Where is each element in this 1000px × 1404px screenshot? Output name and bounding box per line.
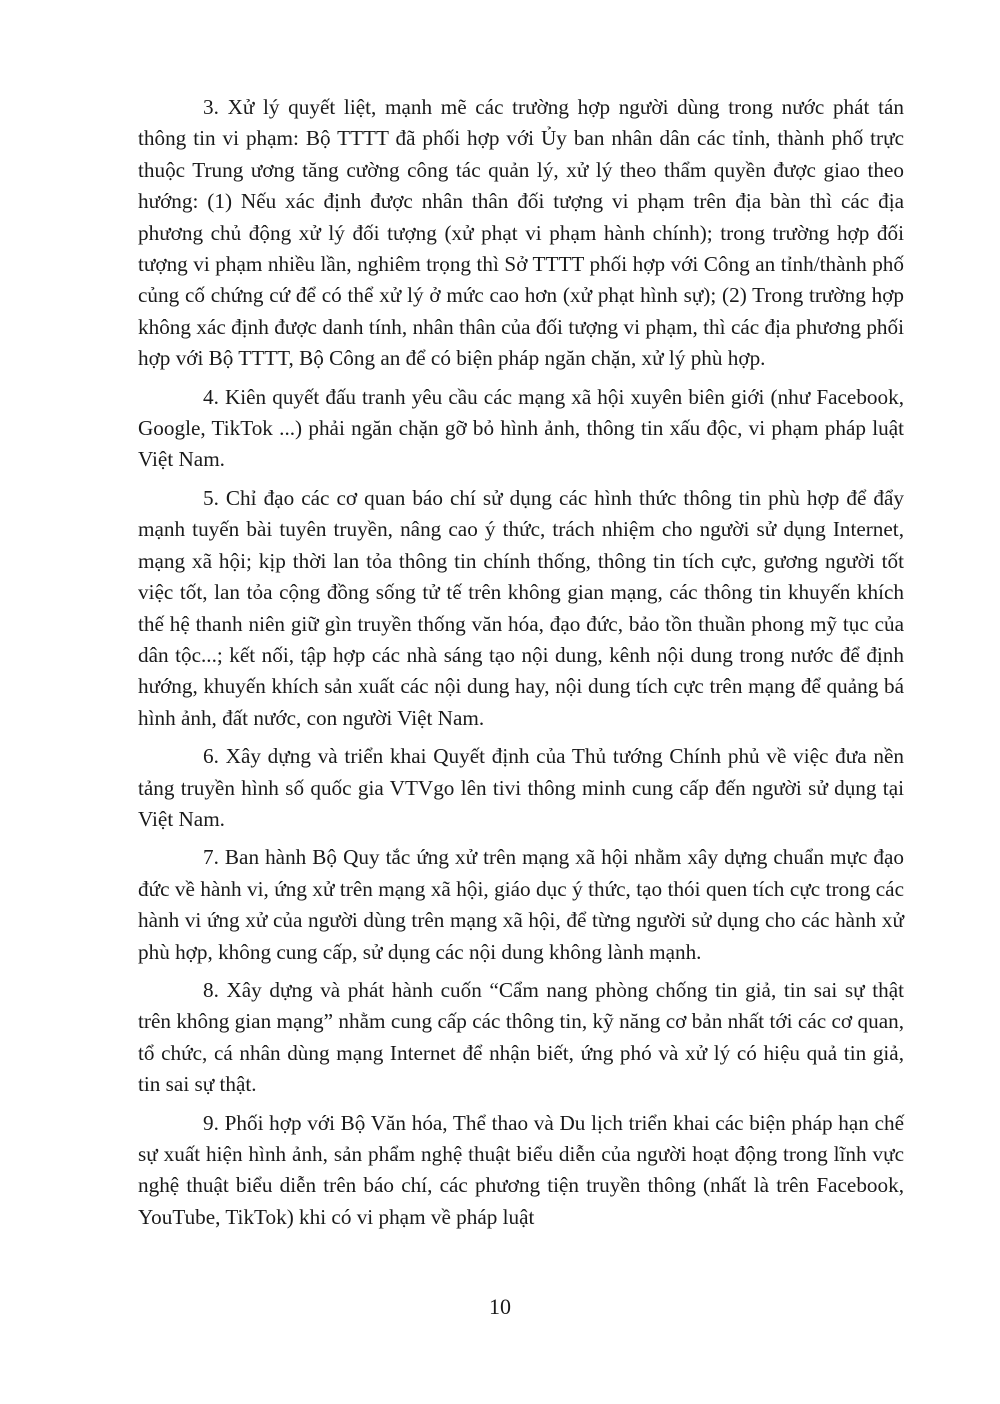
paragraph-item-6: 6. Xây dựng và triển khai Quyết định của Thủ tướng Chính phủ về việc đưa nền tảng truyền hình số quốc gia VTVgo lên tivi thông minh cung cấp đến người sử dụng tại Việt Nam.: [138, 744, 904, 831]
paragraph-item-3: 3. Xử lý quyết liệt, mạnh mẽ các trường hợp người dùng trong nước phát tán thông tin vi phạm: Bộ TTTT đã phối hợp với Ủy ban nhân dân các tỉnh, thành phố trực thuộc Trung ương tăng cường công tác quản lý, xử lý theo thẩm quyền được giao theo hướng: (1) Nếu xác định được nhân thân đối tượng vi phạm trên địa bàn thì các địa phương chủ động xử lý đối tượng (xử phạt vi phạm hành chính); trong trường hợp đối tượng vi phạm nhiều lần, nghiêm trọng thì Sở TTTT phối hợp với Công an tỉnh/thành phố củng cố chứng cứ để có thể xử lý ở mức cao hơn (xử phạt hình sự); (2) Trong trường hợp không xác định được danh tính, nhân thân của đối tượng vi phạm, thì các địa phương phối hợp với Bộ TTTT, Bộ Công an để có biện pháp ngăn chặn, xử lý phù hợp.: [138, 95, 904, 371]
page-number: 10: [489, 1294, 511, 1319]
paragraph-item-7: 7. Ban hành Bộ Quy tắc ứng xử trên mạng xã hội nhằm xây dựng chuẩn mực đạo đức về hành vi, ứng xử trên mạng xã hội, giáo dục ý thức, tạo thói quen tích cực trong các hành vi ứng xử của người dùng trên mạng xã hội, để từng người sử dụng cho các hành xử phù hợp, không cung cấp, sử dụng các nội dung không lành mạnh.: [138, 845, 904, 964]
body-text: [138, 92, 904, 1240]
paragraph-item-9: 9. Phối hợp với Bộ Văn hóa, Thể thao và Du lịch triển khai các biện pháp hạn chế sự xuất hiện hình ảnh, sản phẩm nghệ thuật biểu diễn của người hoạt động trong lĩnh vực nghệ thuật biểu diễn trên báo chí, các phương tiện truyền thông (nhất là trên Facebook, YouTube, TikTok) khi có vi phạm về pháp luật: [138, 1110, 904, 1229]
paragraph-item-4: 4. Kiên quyết đấu tranh yêu cầu các mạng xã hội xuyên biên giới (như Facebook, Google, TikTok ...) phải ngăn chặn gỡ bỏ hình ảnh, thông tin xấu độc, vi phạm pháp luật Việt Nam.: [138, 384, 904, 472]
paragraph-item-5: 5. Chỉ đạo các cơ quan báo chí sử dụng các hình thức thông tin phù hợp để đẩy mạnh tuyến bài tuyên truyền, nâng cao ý thức, trách nhiệm cho người sử dụng Internet, mạng xã hội; kịp thời lan tỏa thông tin chính thống, thông tin tích cực, gương người tốt việc tốt, lan tỏa cộng đồng sống tử tế trên không gian mạng, các thông tin khuyến khích thế hệ thanh niên giữ gìn truyền thống văn hóa, đạo đức, bảo tồn thuần phong mỹ tục của dân tộc...; kết nối, tập hợp các nhà sáng tạo nội dung, kênh nội dung trong nước để định hướng, khuyến khích sản xuất các nội dung hay, nội dung tích cực trên mạng để quảng bá hình ảnh, đất nước, con người Việt Nam.: [138, 485, 904, 730]
paragraph-item-8: 8. Xây dựng và phát hành cuốn “Cẩm nang phòng chống tin giả, tin sai sự thật trên không gian mạng” nhằm cung cấp các thông tin, kỹ năng cơ bản nhất tới các cơ quan, tổ chức, cá nhân dùng mạng Internet để nhận biết, ứng phó và xử lý có hiệu quả tin giả, tin sai sự thật.: [138, 977, 904, 1097]
